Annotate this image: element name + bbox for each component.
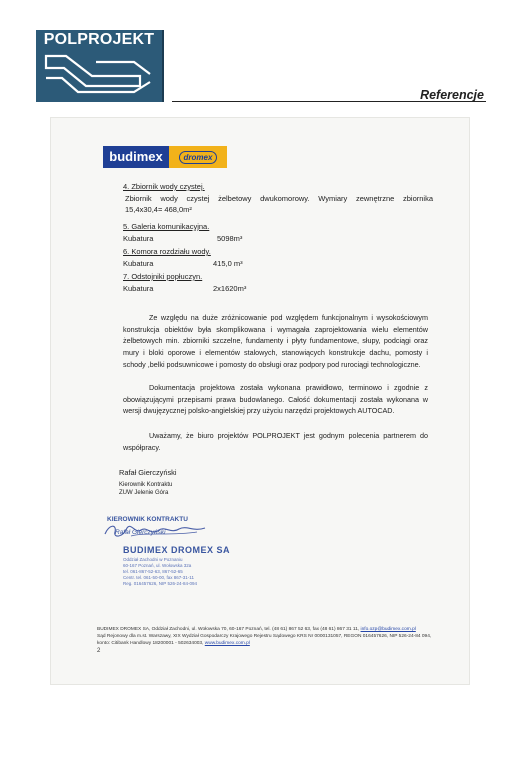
logo-arrow-icon bbox=[40, 52, 158, 98]
item-heading: 5. Galeria komunikacyjna. bbox=[123, 222, 210, 231]
item-heading: 6. Komora rozdziału wody. bbox=[123, 247, 211, 256]
dromex-logo-text: dromex bbox=[179, 151, 218, 164]
stamp-heading: KIEROWNIK KONTRAKTU bbox=[107, 516, 188, 523]
stamp-line: tel. 061-867-52-63, 867-52-65 bbox=[123, 569, 183, 574]
stamp-company: BUDIMEX DROMEX SA bbox=[123, 545, 231, 555]
header-divider bbox=[172, 101, 486, 102]
section-title: Referencje bbox=[420, 88, 484, 102]
item-heading: 7. Odstojniki popłuczyn. bbox=[123, 272, 203, 281]
item-text: 15,4x30,4= 468,0m² bbox=[125, 205, 192, 214]
item-value: 5098m³ bbox=[217, 234, 243, 243]
polprojekt-logo bbox=[36, 30, 164, 102]
stamp-signer-name: Rafał Gierczyński bbox=[115, 529, 166, 536]
item-value: 2x1620m³ bbox=[213, 284, 247, 293]
body-paragraph: Dokumentacja projektowa została wykonana prawidłowo, terminowo i zgodnie z obowiązującymi przepisami prawa budowlanego. Całość dokumentacji została wykonana w wersji dwujęzycznej polsko-angielskiej przy użyciu narzędzi projektowych AUTOCAD. bbox=[123, 383, 428, 416]
body-paragraph: Uważamy, że biuro projektów POLPROJEKT jest godnym polecenia partnerem do współpracy. bbox=[123, 431, 428, 452]
footer-address bbox=[97, 627, 416, 633]
budimex-logo-text: budimex bbox=[103, 146, 169, 168]
item-text: Zbiornik wody czystej żelbetowy dwukomorowy. Wymiary zewnętrzne zbiornika bbox=[125, 194, 433, 203]
stamp-line: 60-167 Poznań, ul. Wołowska 32a bbox=[123, 563, 192, 568]
footer-address-text: BUDIMEX DROMEX SA, Oddział Zachodni, ul. Wołowska 70, 60-167 Poznań, tel. (48 61) 867 52 63, fax (48 61) 867 31 11, bbox=[97, 627, 360, 632]
stamp-line: Centr. tel. 061-50-00, fax 867-31-11 bbox=[123, 575, 194, 580]
body-paragraph: Ze względu na duże zróżnicowanie pod względem funkcjonalnym i wysokościowym konstrukcja obiektów była skomplikowana i wymagała zaprojektowania wielu elementów żelbetowych min. zbiorniki szczelne, fundamenty i płyty fundamentowe, słupy, podciągi oraz mury i bloki oporowe i elementów stalowych, stanowiących konstrukcje dachu, pomosty i schody ,belki podsuwnicowe i pomosty do obsługi oraz podpory pod rurociągi technologiczne. bbox=[123, 313, 428, 369]
footer-email-link[interactable]: info.ozp@budimex.com.pl bbox=[360, 627, 416, 632]
company-stamp bbox=[87, 516, 247, 596]
footer-account-text: konto: Citibank Handlowy 18200001 - 502634003, bbox=[97, 641, 204, 646]
signer-name: Rafał Gierczyński bbox=[119, 468, 177, 477]
footer-account bbox=[97, 641, 250, 647]
page-number: 2 bbox=[97, 648, 101, 654]
item-label: Kubatura bbox=[123, 234, 154, 243]
item-label: Kubatura bbox=[123, 284, 154, 293]
footer-registry: Sąd Rejonowy dla m.st. Warszawy, XIX Wydział Gospodarczy Krajowego Rejestru Sądowego KRS Nr 0000131057, REGON 016457626, NIP 526-24-84 094, bbox=[97, 634, 432, 639]
logo-text: POLPROJEKT bbox=[43, 31, 155, 48]
item-value: 415,0 m³ bbox=[213, 259, 243, 268]
reference-letter bbox=[50, 117, 470, 685]
signer-title: Kierownik Kontraktu bbox=[119, 482, 173, 488]
item-heading: 4. Zbiornik wody czystej. bbox=[123, 182, 205, 191]
stamp-line: Oddział Zachodni w Poznaniu bbox=[123, 557, 183, 562]
signer-location: ZUW Jelenie Góra bbox=[119, 490, 169, 496]
footer-website-link[interactable]: www.budimex.com.pl bbox=[204, 641, 250, 646]
budimex-dromex-logo bbox=[103, 146, 227, 168]
item-label: Kubatura bbox=[123, 259, 154, 268]
dromex-logo-mark bbox=[169, 146, 227, 168]
stamp-line: Reg. 016457626, NIP 526-24-84-094 bbox=[123, 581, 197, 586]
